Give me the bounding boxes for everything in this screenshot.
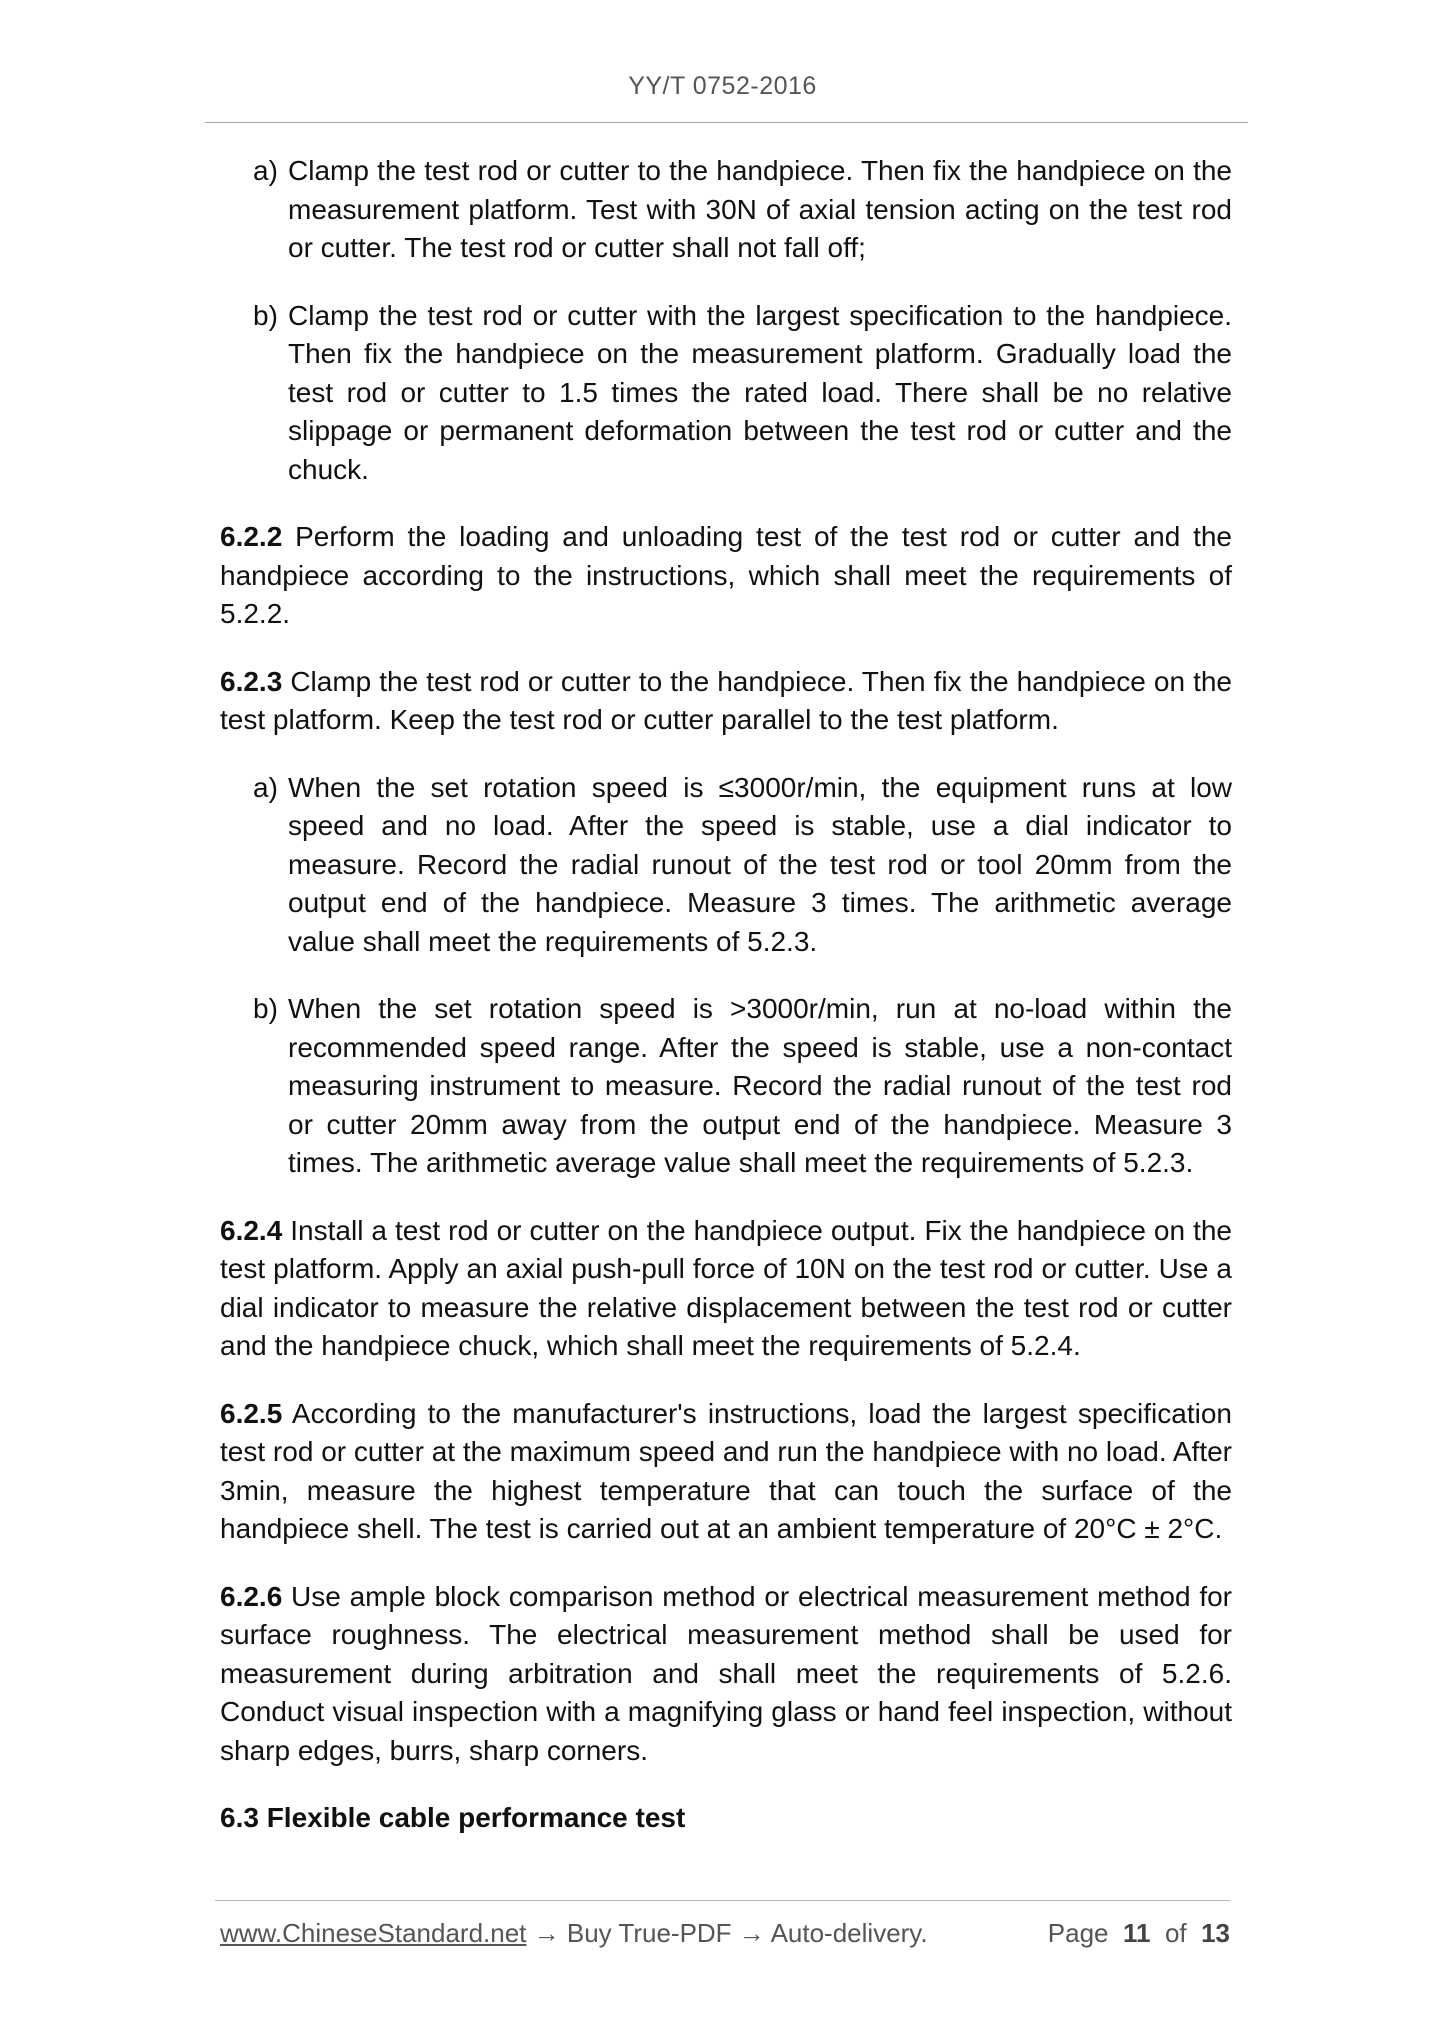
clause-text: Install a test rod or cutter on the handpiece output. Fix the handpiece on the test platform. Apply an axial push-pull force of 10N on the test rod or cutter. Use a dial indicator to measure the relative displacement between the test rod or cutter and the handpiece chuck, which shall meet the requirements of 5.2.4. [220,1214,1232,1361]
section-heading: 6.3 Flexible cable performance test [220,1802,686,1833]
list-item-text: Clamp the test rod or cutter with the largest specification to the handpiece. Then fix the handpiece on the measurement platform. Gradually load the test rod or cutter to 1.5 times the rated load. There shall be no relative slippage or permanent deformation between the test rod or cutter and the chuck. [288,299,1232,485]
clause-text: Perform the loading and unloading test of the test rod or cutter and the handpiece according to the instructions, which shall meet the requirements of 5.2.2. [220,521,1232,629]
footer-tagline: → Buy True-PDF → Auto-delivery. [526,1918,928,1948]
header-divider [205,122,1248,123]
clause-text: Clamp the test rod or cutter to the handpiece. Then fix the handpiece on the test platform. Keep the test rod or cutter parallel to the test platform. [220,665,1232,735]
list-marker: a) [253,155,278,186]
clause-number: 6.2.6 [220,1580,283,1612]
clause-6-2-6 [220,1578,1232,1771]
page-label: Page [1047,1918,1109,1948]
clause-text: Use ample block comparison method or electrical measurement method for surface roughness. The electrical measurement method shall be used for measurement during arbitration and shall meet the requirements of 5.2.6. Conduct visual inspection with a magnifying glass or hand feel inspection, without sharp edges, burrs, sharp corners. [220,1580,1232,1766]
list-marker: b) [253,993,278,1024]
list-item-text: When the set rotation speed is >3000r/min, run at no-load within the recommended speed range. After the speed is stable, use a non-contact measuring instrument to measure. Record the radial runout of the test rod or cutter 20mm away from the output end of the handpiece. Measure 3 times. The arithmetic average value shall meet the requirements of 5.2.3. [288,993,1232,1178]
clause-text: According to the manufacturer's instructions, load the largest specification test rod or cutter at the maximum speed and run the handpiece with no load. After 3min, measure the highest temperature that can touch the surface of the handpiece shell. The test is carried out at an ambient temperature of 20°C ± 2°C. [220,1397,1232,1544]
list-marker: b) [253,299,278,331]
clause-number: 6.2.2 [220,521,283,552]
list-item-text: Clamp the test rod or cutter to the handpiece. Then fix the handpiece on the measurement platform. Test with 30N of axial tension acting on the test rod or cutter. The test rod or cutter shall not fall off; [288,155,1232,263]
site-link[interactable]: www.ChineseStandard.net [220,1918,527,1948]
document-header: YY/T 0752-2016 [628,72,817,100]
clause-number: 6.2.5 [220,1397,283,1429]
list-item-b-high-speed [220,990,1232,1183]
footer-divider [215,1900,1230,1901]
clause-6-2-5 [220,1395,1232,1549]
document-body [220,152,1232,1838]
of-label: of [1164,1918,1187,1948]
page-total: 13 [1201,1918,1230,1948]
clause-6-2-2 [220,518,1232,634]
list-marker: a) [253,771,278,803]
list-item-a-tension [220,152,1232,268]
list-item-text: When the set rotation speed is ≤3000r/min, the equipment runs at low speed and no load. After the speed is stable, use a dial indicator to measure. Record the radial runout of the test rod or tool 20mm from the output end of the handpiece. Measure 3 times. The arithmetic average value shall meet the requirements of 5.2.3. [288,771,1232,957]
page-footer [220,1918,1230,1949]
footer-promo [220,1918,928,1949]
page-indicator [1048,1918,1230,1949]
page-current: 11 [1122,1918,1151,1948]
clause-6-2-3 [220,663,1232,740]
list-item-a-low-speed [220,769,1232,962]
clause-number: 6.2.4 [220,1214,283,1246]
list-item-b-load [220,297,1232,490]
clause-number: 6.2.3 [220,665,283,697]
clause-6-2-4 [220,1212,1232,1366]
